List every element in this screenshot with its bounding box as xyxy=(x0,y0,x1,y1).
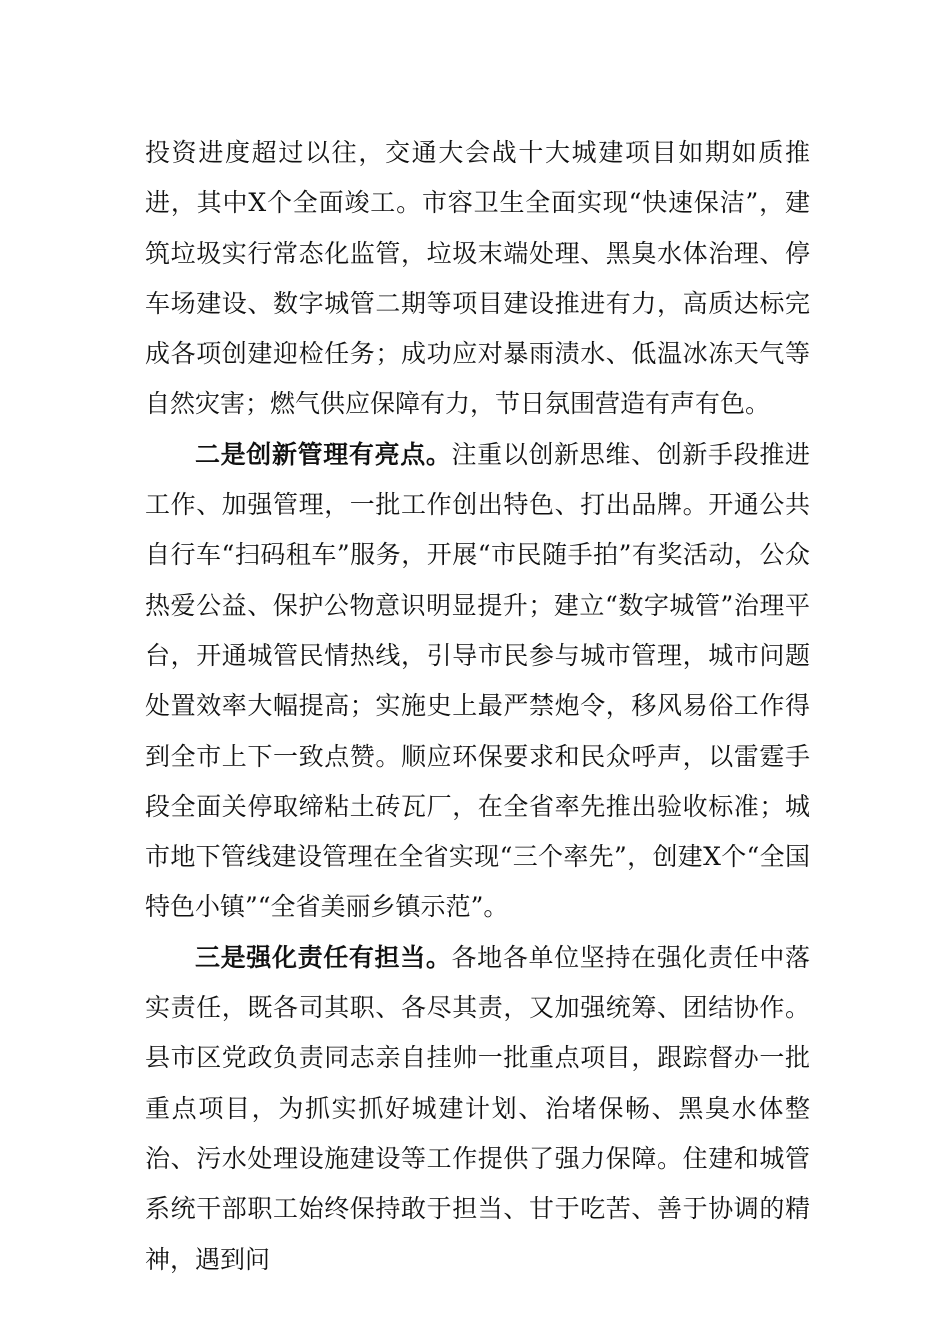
paragraph-heading: 三是强化责任有担当。 xyxy=(195,942,452,972)
paragraph-text: 注重以创新思维、创新手段推进工作、加强管理，一批工作创出特色、打出品牌。开通公共自行车“扫码租车”服务，开展“市民随手拍”有奖活动，公众热爱公益、保护公物意识明显提升；建立“数字城管”治理平台，开通城管民情热线，引导市民参与城市管理，城市问题处置效率大幅提高；实施史上最严禁炮令，移风易俗工作得到全市上下一致点赞。顺应环保要求和民众呼声，以雷霆手段全面关停取缔粘土砖瓦厂，在全省率先推出验收标准；城市地下管线建设管理在全省实现“三个率先”，创建X个“全国特色小镇”“全省美丽乡镇示范”。 xyxy=(145,439,810,922)
paragraph-text: 各地各单位坚持在强化责任中落实责任，既各司其职、各尽其责，又加强统筹、团结协作。县市区党政负责同志亲自挂帅一批重点项目，跟踪督办一批重点项目，为抓实抓好城建计划、治堵保畅、黑臭水体整治、污水处理设施建设等工作提供了强力保障。住建和城管系统干部职工始终保持敢于担当、甘于吃苦、善于协调的精神，遇到问 xyxy=(145,942,810,1274)
paragraph-responsibility xyxy=(145,933,810,1285)
document-body xyxy=(145,128,810,1285)
paragraph-continuation xyxy=(145,128,810,430)
paragraph-innovation xyxy=(145,430,810,933)
paragraph-text: 投资进度超过以往，交通大会战十大城建项目如期如质推进，其中X个全面竣工。市容卫生全面实现“快速保洁”，建筑垃圾实行常态化监管，垃圾末端处理、黑臭水体治理、停车场建设、数字城管二期等项目建设推进有力，高质达标完成各项创建迎检任务；成功应对暴雨渍水、低温冰冻天气等自然灾害；燃气供应保障有力，节日氛围营造有声有色。 xyxy=(145,138,810,419)
paragraph-heading: 二是创新管理有亮点。 xyxy=(195,439,452,469)
